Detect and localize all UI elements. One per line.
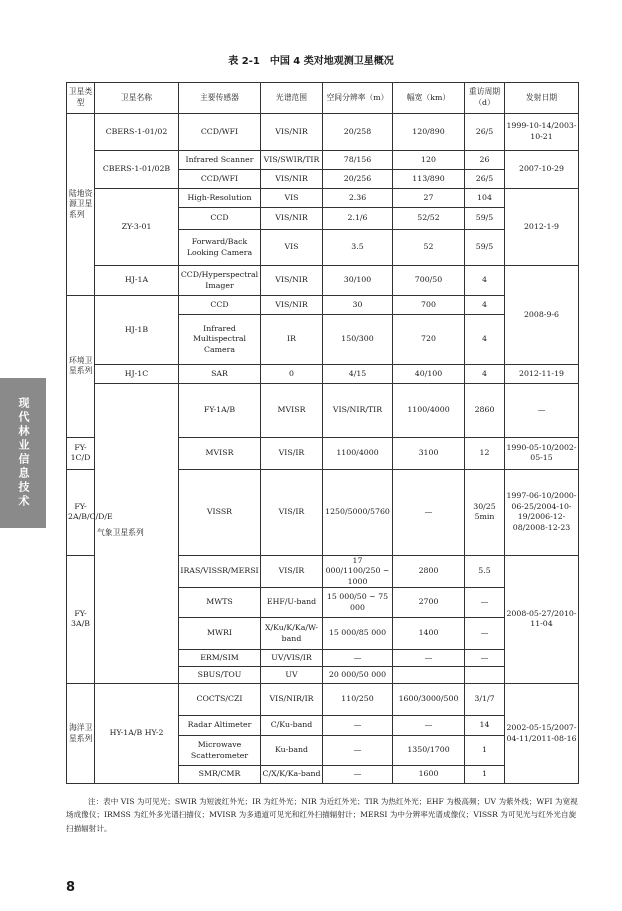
resolution-cell: — <box>323 716 393 736</box>
revisit-cell: — <box>465 588 505 618</box>
resolution-cell: 30/100 <box>323 266 393 296</box>
satellite-name: HJ-1C <box>95 365 179 384</box>
revisit-cell: 59/5 <box>465 230 505 266</box>
swath-cell: 2700 <box>393 588 465 618</box>
sensor-cell: MWRI <box>179 618 261 650</box>
category-cell: 陆地资源卫星系列 <box>67 114 95 296</box>
sensor-cell: CCD <box>179 296 261 315</box>
swath-cell: 3100 <box>393 437 465 469</box>
satellite-name: CBERS-1-01/02 <box>95 114 179 151</box>
category-cell: 环境卫星系列 <box>67 296 95 438</box>
table-row <box>67 384 579 438</box>
sensor-cell: ERM/SIM <box>179 650 261 667</box>
spectrum-cell: VIS/NIR <box>261 296 323 315</box>
header-cell: 空间分辨率（m） <box>323 83 393 114</box>
sensor-cell: CCD/Hyperspectral Imager <box>179 266 261 296</box>
chapter-side-tab: 现代林业信息技术 <box>0 378 46 528</box>
resolution-cell: 20/258 <box>323 114 393 151</box>
spectrum-cell: VIS <box>261 189 323 208</box>
resolution-cell: 17 000/1100/250 ~ 1000 <box>323 555 393 588</box>
satellite-name: HY-1A/B HY-2 <box>95 684 179 784</box>
swath-cell: 700/50 <box>393 266 465 296</box>
spectrum-cell: VIS/NIR/IR <box>261 684 323 716</box>
spectrum-cell: UV/VIS/IR <box>261 650 323 667</box>
sensor-cell: Infrared Scanner <box>179 151 261 170</box>
spectrum-cell: EHF/U-band <box>261 588 323 618</box>
swath-cell: 1600 <box>393 766 465 784</box>
resolution-cell: 150/300 <box>323 315 393 365</box>
spectrum-cell: VIS/NIR <box>261 170 323 189</box>
swath-cell <box>393 667 465 684</box>
resolution-cell: — <box>323 766 393 784</box>
revisit-cell: 4 <box>465 365 505 384</box>
revisit-cell: 4 <box>465 266 505 296</box>
revisit-cell: — <box>465 650 505 667</box>
sensor-cell: Forward/Back Looking Camera <box>179 230 261 266</box>
satellite-name: HJ-1A <box>95 266 179 296</box>
revisit-cell: 30/25 5min <box>465 469 505 555</box>
resolution-cell: 15 000/50 ~ 75 000 <box>323 588 393 618</box>
sensor-cell: MVISR <box>179 437 261 469</box>
spectrum-cell: VIS/IR <box>261 437 323 469</box>
revisit-cell: 12 <box>465 437 505 469</box>
revisit-cell: 26/5 <box>465 114 505 151</box>
revisit-cell: 3/1/7 <box>465 684 505 716</box>
swath-cell: 700 <box>393 296 465 315</box>
header-cell: 卫星类型 <box>67 83 95 114</box>
resolution-cell: 15 000/85 000 <box>323 618 393 650</box>
resolution-cell: 2.1/6 <box>323 208 393 230</box>
table-note: 注：表中 VIS 为可见光；SWIR 为短波红外光；IR 为红外光；NIR 为近红外光；TIR 为热红外光；EHF 为极高频；UV 为紫外线；WFI 为宽视场成像仪；IRMSS 为红外多光谱扫描仪；MVISR 为多通道可见光和红外扫描辐射计；MERSI 为中分辨率光谱成像仪；VISSR 为可见光与红外光自旋扫描辐射计。 <box>66 797 578 833</box>
spectrum-cell: VIS/SWIR/TIR <box>261 151 323 170</box>
swath-cell: 720 <box>393 315 465 365</box>
revisit-cell: — <box>505 384 579 438</box>
resolution-cell: 2.36 <box>323 189 393 208</box>
revisit-cell: — <box>465 618 505 650</box>
satellite-name: FY-3A/B <box>67 555 95 684</box>
satellite-name: FY-1A/B <box>179 384 261 438</box>
satellite-name: CBERS-1-01/02B <box>95 151 179 189</box>
resolution-cell: 30 <box>323 296 393 315</box>
sensor-cell: COCTS/CZI <box>179 684 261 716</box>
swath-cell: 27 <box>393 189 465 208</box>
launch-date-cell: 2012-1-9 <box>505 189 579 266</box>
page-number: 8 <box>66 880 76 895</box>
table-row <box>67 365 579 384</box>
swath-cell: 120 <box>393 151 465 170</box>
header-cell: 卫星名称 <box>95 83 179 114</box>
spectrum-cell: UV <box>261 667 323 684</box>
resolution-cell: 1100/4000 <box>393 384 465 438</box>
launch-date-cell: 2012-11-19 <box>505 365 579 384</box>
revisit-cell: 14 <box>465 716 505 736</box>
sensor-cell: Microwave Scatterometer <box>179 736 261 766</box>
swath-cell: — <box>393 469 465 555</box>
sensor-cell: Radar Altimeter <box>179 716 261 736</box>
header-cell: 主要传感器 <box>179 83 261 114</box>
spectrum-cell: IR <box>261 315 323 365</box>
swath-cell: — <box>393 716 465 736</box>
sensor-cell: SBUS/TOU <box>179 667 261 684</box>
launch-date-cell: 2008-9-6 <box>505 266 579 365</box>
satellite-name: ZY-3-01 <box>95 189 179 266</box>
spectrum-cell: C/Ku-band <box>261 716 323 736</box>
spectrum-cell: VIS/NIR <box>261 208 323 230</box>
sensor-cell: MVISR <box>261 384 323 438</box>
swath-cell: 120/890 <box>393 114 465 151</box>
spectrum-cell: VIS/NIR/TIR <box>323 384 393 438</box>
revisit-cell: 1 <box>465 736 505 766</box>
revisit-cell: 59/5 <box>465 208 505 230</box>
spectrum-cell: C/X/K/Ka-band <box>261 766 323 784</box>
satellite-name: FY-2A/B/C/D/E <box>67 469 95 555</box>
sensor-cell: VISSR <box>179 469 261 555</box>
table-row <box>67 151 579 170</box>
resolution-cell: 78/156 <box>323 151 393 170</box>
sensor-cell: CCD <box>179 208 261 230</box>
resolution-cell: 20/256 <box>323 170 393 189</box>
spectrum-cell: VIS/NIR <box>261 114 323 151</box>
spectrum-cell: VIS/NIR <box>261 266 323 296</box>
resolution-cell: 110/250 <box>323 684 393 716</box>
satellite-name: HJ-1B <box>95 296 179 365</box>
spectrum-cell: VIS/IR <box>261 469 323 555</box>
sensor-cell: Infrared Multispectral Camera <box>179 315 261 365</box>
swath-cell: 113/890 <box>393 170 465 189</box>
revisit-cell: 104 <box>465 189 505 208</box>
table-row <box>67 114 579 151</box>
table-row <box>67 189 579 208</box>
table-row <box>67 296 579 315</box>
swath-cell: 52 <box>393 230 465 266</box>
sensor-cell: High-Resolution <box>179 189 261 208</box>
sensor-cell: CCD/WFI <box>179 114 261 151</box>
swath-cell: 52/52 <box>393 208 465 230</box>
swath-cell: 1350/1700 <box>393 736 465 766</box>
launch-date-cell: 2002-05-15/2007-04-11/2011-08-16 <box>505 684 579 784</box>
header-row <box>67 83 579 114</box>
resolution-cell: 20 000/50 000 <box>323 667 393 684</box>
launch-date-cell: 2008-05-27/2010-11-04 <box>505 555 579 684</box>
launch-date-cell: 1997-06-10/2000-06-25/2004-10-19/2006-12-08/2008-12-23 <box>505 469 579 555</box>
swath-cell: 2800 <box>393 555 465 588</box>
resolution-cell: 1250/5000/5760 <box>323 469 393 555</box>
sensor-cell: MWTS <box>179 588 261 618</box>
sensor-cell: IRAS/VISSR/MERSI <box>179 555 261 588</box>
swath-cell: — <box>393 650 465 667</box>
header-cell: 光谱范围 <box>261 83 323 114</box>
revisit-cell <box>465 667 505 684</box>
swath-cell: 2860 <box>465 384 505 438</box>
revisit-cell: 4 <box>465 315 505 365</box>
spectrum-cell: Ku-band <box>261 736 323 766</box>
revisit-cell: 5.5 <box>465 555 505 588</box>
table-row <box>67 684 579 716</box>
sensor-cell: SAR <box>179 365 261 384</box>
swath-cell: 1400 <box>393 618 465 650</box>
launch-date-cell: 1999-10-14/2003-10-21 <box>505 114 579 151</box>
launch-date-cell: 1990-05-10/2002-05-15 <box>505 437 579 469</box>
revisit-cell: 26/5 <box>465 170 505 189</box>
resolution-cell: 4/15 <box>323 365 393 384</box>
table-title: 表 2-1 中国 4 类对地观测卫星概况 <box>228 56 394 67</box>
satellite-name: FY-1C/D <box>67 437 95 469</box>
spectrum-cell: VIS/IR <box>261 555 323 588</box>
resolution-cell: 1100/4000 <box>323 437 393 469</box>
swath-cell: 40/100 <box>393 365 465 384</box>
category-cell: 海洋卫星系列 <box>67 684 95 784</box>
header-cell: 幅宽（km） <box>393 83 465 114</box>
revisit-cell: 4 <box>465 296 505 315</box>
resolution-cell: — <box>323 650 393 667</box>
revisit-cell: 1 <box>465 766 505 784</box>
resolution-cell: 3.5 <box>323 230 393 266</box>
sensor-cell: CCD/WFI <box>179 170 261 189</box>
table-row <box>67 266 579 296</box>
spectrum-cell: 0 <box>261 365 323 384</box>
spectrum-cell: VIS <box>261 230 323 266</box>
launch-date-cell: 2007-10-29 <box>505 151 579 189</box>
satellite-table <box>66 82 579 784</box>
revisit-cell: 26 <box>465 151 505 170</box>
sensor-cell: SMR/CMR <box>179 766 261 784</box>
swath-cell: 1600/3000/500 <box>393 684 465 716</box>
header-cell: 重访周期（d） <box>465 83 505 114</box>
resolution-cell: — <box>323 736 393 766</box>
category-cell: 气象卫星系列 <box>95 384 179 684</box>
spectrum-cell: X/Ku/K/Ka/W-band <box>261 618 323 650</box>
header-cell: 发射日期 <box>505 83 579 114</box>
